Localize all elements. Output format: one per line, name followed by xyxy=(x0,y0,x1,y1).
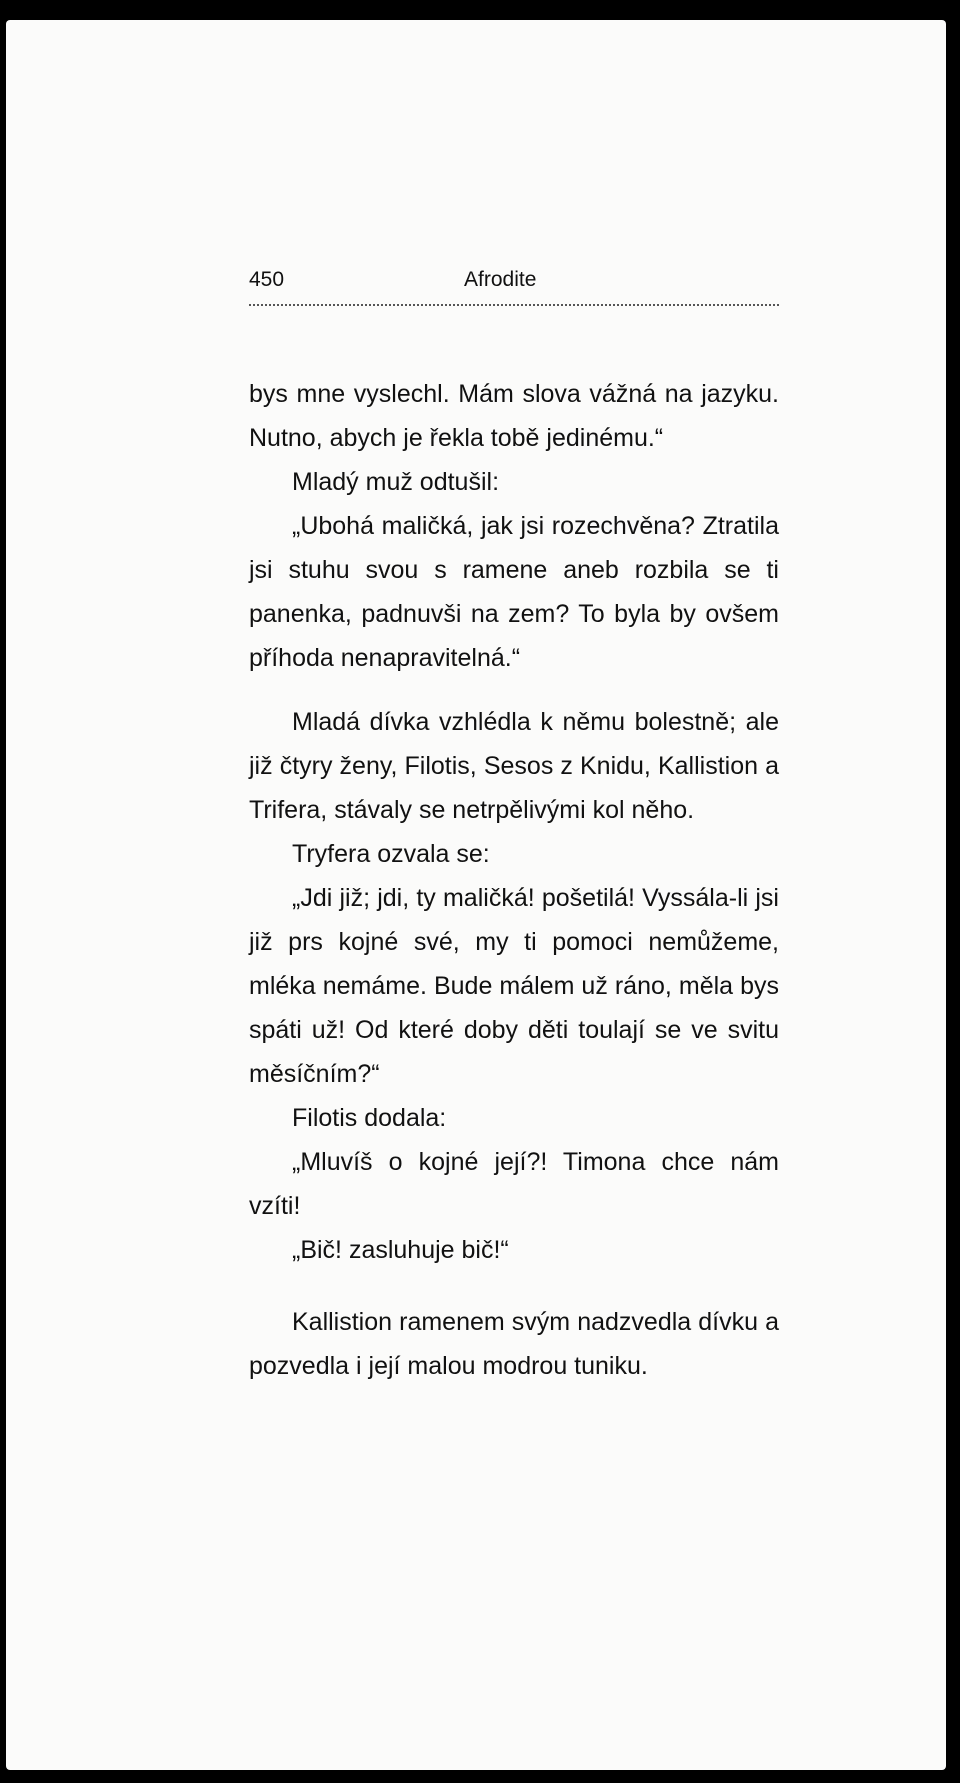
paragraph: „Bič! zasluhuje bič!“ xyxy=(292,1236,509,1264)
running-title: Afrodite xyxy=(464,268,537,291)
book-page xyxy=(6,20,946,1770)
paragraph: Filotis dodala: xyxy=(292,1104,447,1132)
header-rule xyxy=(249,304,779,306)
page-number: 450 xyxy=(249,268,285,291)
body-text xyxy=(249,372,779,1388)
paragraph: „Mluvíš o kojné její?! Timona chce nám vzíti! xyxy=(249,1148,779,1220)
paragraph: Kallistion ramenem svým nadzvedla dívku a pozvedla i její malou modrou tuniku. xyxy=(249,1308,779,1380)
paragraph: Mladá dívka vzhlédla k němu bolestně; ale již čtyry ženy, Filotis, Sesos z Knidu, Kallistion a Trifera, stávaly se netrpělivými kol něho. xyxy=(249,708,779,824)
paragraph: „Jdi již; jdi, ty maličká! pošetilá! Vyssála-li jsi již prs kojné své, my ti pomoci nemůžeme, mléka nemáme. Bude málem už ráno, měla bys spáti už! Od které doby děti toulají se ve svitu měsíčním?“ xyxy=(249,884,779,1088)
paragraph: bys mne vyslechl. Mám slova vážná na jazyku. Nutno, abych je řekla tobě jedinému.“ xyxy=(249,380,779,452)
paragraph: Mladý muž odtušil: xyxy=(292,468,500,496)
paragraph: Tryfera ozvala se: xyxy=(292,840,490,868)
paragraph: „Ubohá maličká, jak jsi rozechvěna? Ztratila jsi stuhu svou s ramene aneb rozbila se ti panenka, padnuvši na zem? To byla by ovšem příhoda nenapravitelná.“ xyxy=(249,512,779,672)
